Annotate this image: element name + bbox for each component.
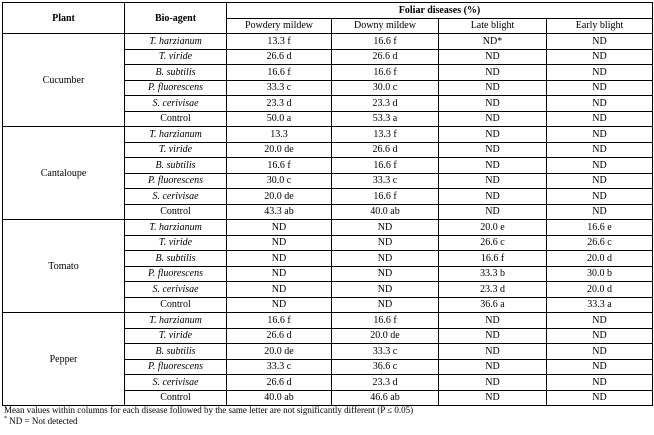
- late-blight-value: ND: [439, 313, 547, 329]
- early-blight-value: 30.0 b: [547, 266, 653, 282]
- early-blight-value: ND: [547, 127, 653, 143]
- bio-agent-cell: B. subtilis: [125, 158, 227, 174]
- downy-mildew-value: 26.6 d: [332, 49, 439, 65]
- footnote-nd-text: ND = Not detected: [7, 416, 78, 426]
- downy-mildew-value: 30.0 c: [332, 80, 439, 96]
- bio-agent-cell: S. cerivisae: [125, 189, 227, 205]
- early-blight-value: ND: [547, 189, 653, 205]
- bio-agent-cell: Control: [125, 204, 227, 220]
- table-row: [3, 34, 653, 50]
- downy-mildew-value: 36.6 c: [332, 359, 439, 375]
- bio-agent-cell: P. fluorescens: [125, 266, 227, 282]
- header-bio-agent: Bio-agent: [125, 3, 227, 34]
- powdery-mildew-value: 26.6 d: [227, 375, 332, 391]
- powdery-mildew-value: 20.0 de: [227, 142, 332, 158]
- early-blight-value: ND: [547, 313, 653, 329]
- powdery-mildew-value: 40.0 ab: [227, 390, 332, 406]
- downy-mildew-value: 33.3 c: [332, 173, 439, 189]
- powdery-mildew-value: ND: [227, 251, 332, 267]
- powdery-mildew-value: 16.6 f: [227, 158, 332, 174]
- bio-agent-cell: T. harzianum: [125, 127, 227, 143]
- early-blight-value: ND: [547, 344, 653, 360]
- late-blight-value: ND: [439, 328, 547, 344]
- early-blight-value: ND: [547, 173, 653, 189]
- late-blight-value: ND: [439, 111, 547, 127]
- late-blight-value: 16.6 f: [439, 251, 547, 267]
- late-blight-value: 26.6 c: [439, 235, 547, 251]
- late-blight-value: ND: [439, 142, 547, 158]
- powdery-mildew-value: ND: [227, 282, 332, 298]
- early-blight-value: 20.0 d: [547, 251, 653, 267]
- early-blight-value: ND: [547, 359, 653, 375]
- downy-mildew-value: ND: [332, 251, 439, 267]
- plant-cell: Pepper: [3, 313, 125, 406]
- powdery-mildew-value: 20.0 de: [227, 189, 332, 205]
- bio-agent-cell: T. viride: [125, 142, 227, 158]
- bio-agent-cell: Control: [125, 390, 227, 406]
- plant-cell: Cantaloupe: [3, 127, 125, 220]
- downy-mildew-value: 16.6 f: [332, 65, 439, 81]
- powdery-mildew-value: 20.0 de: [227, 344, 332, 360]
- powdery-mildew-value: 23.3 d: [227, 96, 332, 112]
- bio-agent-cell: P. fluorescens: [125, 173, 227, 189]
- late-blight-value: 36.6 a: [439, 297, 547, 313]
- late-blight-value: ND: [439, 173, 547, 189]
- downy-mildew-value: ND: [332, 282, 439, 298]
- bio-agent-cell: S. cerivisae: [125, 282, 227, 298]
- table-row: [3, 313, 653, 329]
- late-blight-value: ND: [439, 158, 547, 174]
- powdery-mildew-value: 13.3: [227, 127, 332, 143]
- bio-agent-cell: Control: [125, 297, 227, 313]
- powdery-mildew-value: ND: [227, 220, 332, 236]
- table-body: [3, 34, 653, 406]
- early-blight-value: 20.0 d: [547, 282, 653, 298]
- table-row: [3, 127, 653, 143]
- downy-mildew-value: 23.3 d: [332, 375, 439, 391]
- early-blight-value: ND: [547, 142, 653, 158]
- early-blight-value: ND: [547, 80, 653, 96]
- bio-agent-cell: S. cerivisae: [125, 96, 227, 112]
- downy-mildew-value: 16.6 f: [332, 34, 439, 50]
- early-blight-value: ND: [547, 111, 653, 127]
- powdery-mildew-value: 33.3 c: [227, 80, 332, 96]
- bio-agent-cell: P. fluorescens: [125, 359, 227, 375]
- downy-mildew-value: 26.6 d: [332, 142, 439, 158]
- bio-agent-cell: P. fluorescens: [125, 80, 227, 96]
- header-late-blight: Late blight: [439, 18, 547, 34]
- downy-mildew-value: 40.0 ab: [332, 204, 439, 220]
- late-blight-value: ND*: [439, 34, 547, 50]
- powdery-mildew-value: 33.3 c: [227, 359, 332, 375]
- early-blight-value: ND: [547, 96, 653, 112]
- early-blight-value: ND: [547, 34, 653, 50]
- bio-agent-cell: Control: [125, 111, 227, 127]
- bio-agent-cell: T. viride: [125, 328, 227, 344]
- early-blight-value: ND: [547, 328, 653, 344]
- plant-cell: Cucumber: [3, 34, 125, 127]
- powdery-mildew-value: 16.6 f: [227, 65, 332, 81]
- early-blight-value: ND: [547, 375, 653, 391]
- footnotes: [4, 405, 413, 427]
- early-blight-value: 16.6 e: [547, 220, 653, 236]
- early-blight-value: ND: [547, 49, 653, 65]
- early-blight-value: ND: [547, 204, 653, 220]
- late-blight-value: ND: [439, 127, 547, 143]
- late-blight-value: ND: [439, 189, 547, 205]
- table-row: [3, 220, 653, 236]
- late-blight-value: ND: [439, 65, 547, 81]
- header-downy-mildew: Downy mildew: [332, 18, 439, 34]
- downy-mildew-value: 53.3 a: [332, 111, 439, 127]
- downy-mildew-value: 46.6 ab: [332, 390, 439, 406]
- late-blight-value: ND: [439, 359, 547, 375]
- header-powdery-mildew: Powdery mildew: [227, 18, 332, 34]
- downy-mildew-value: 33.3 c: [332, 344, 439, 360]
- powdery-mildew-value: 26.6 d: [227, 49, 332, 65]
- late-blight-value: 23.3 d: [439, 282, 547, 298]
- early-blight-value: ND: [547, 390, 653, 406]
- powdery-mildew-value: 50.0 a: [227, 111, 332, 127]
- powdery-mildew-value: ND: [227, 235, 332, 251]
- powdery-mildew-value: 16.6 f: [227, 313, 332, 329]
- powdery-mildew-value: ND: [227, 266, 332, 282]
- late-blight-value: ND: [439, 344, 547, 360]
- downy-mildew-value: 16.6 f: [332, 313, 439, 329]
- powdery-mildew-value: 13.3 f: [227, 34, 332, 50]
- bio-agent-cell: T. harzianum: [125, 313, 227, 329]
- late-blight-value: ND: [439, 204, 547, 220]
- bio-agent-cell: T. viride: [125, 49, 227, 65]
- downy-mildew-value: 23.3 d: [332, 96, 439, 112]
- late-blight-value: ND: [439, 49, 547, 65]
- downy-mildew-value: ND: [332, 266, 439, 282]
- bio-agent-cell: B. subtilis: [125, 65, 227, 81]
- late-blight-value: ND: [439, 80, 547, 96]
- plant-cell: Tomato: [3, 220, 125, 313]
- downy-mildew-value: ND: [332, 220, 439, 236]
- bio-agent-cell: S. cerivisae: [125, 375, 227, 391]
- bio-agent-cell: T. harzianum: [125, 34, 227, 50]
- bio-agent-cell: B. subtilis: [125, 344, 227, 360]
- early-blight-value: ND: [547, 65, 653, 81]
- downy-mildew-value: 13.3 f: [332, 127, 439, 143]
- early-blight-value: 26.6 c: [547, 235, 653, 251]
- downy-mildew-value: 16.6 f: [332, 189, 439, 205]
- bio-agent-cell: T. viride: [125, 235, 227, 251]
- early-blight-value: ND: [547, 158, 653, 174]
- foliar-disease-table: [2, 2, 653, 406]
- late-blight-value: ND: [439, 390, 547, 406]
- powdery-mildew-value: 43.3 ab: [227, 204, 332, 220]
- downy-mildew-value: 16.6 f: [332, 158, 439, 174]
- powdery-mildew-value: 26.6 d: [227, 328, 332, 344]
- powdery-mildew-value: ND: [227, 297, 332, 313]
- downy-mildew-value: ND: [332, 235, 439, 251]
- late-blight-value: ND: [439, 96, 547, 112]
- header-foliar-diseases: Foliar diseases (%): [227, 3, 653, 19]
- late-blight-value: 33.3 b: [439, 266, 547, 282]
- footnote-nd: [4, 416, 413, 427]
- late-blight-value: ND: [439, 375, 547, 391]
- powdery-mildew-value: 30.0 c: [227, 173, 332, 189]
- bio-agent-cell: T. harzianum: [125, 220, 227, 236]
- footnote-significance: Mean values within columns for each disease followed by the same letter are not significantly different (P ≤ 0.05): [4, 405, 414, 415]
- downy-mildew-value: ND: [332, 297, 439, 313]
- late-blight-value: 20.0 e: [439, 220, 547, 236]
- early-blight-value: 33.3 a: [547, 297, 653, 313]
- header-early-blight: Early blight: [547, 18, 653, 34]
- header-plant: Plant: [3, 3, 125, 34]
- footnote-asterisk: *: [4, 416, 7, 422]
- table-header: [3, 3, 653, 34]
- bio-agent-cell: B. subtilis: [125, 251, 227, 267]
- downy-mildew-value: 20.0 de: [332, 328, 439, 344]
